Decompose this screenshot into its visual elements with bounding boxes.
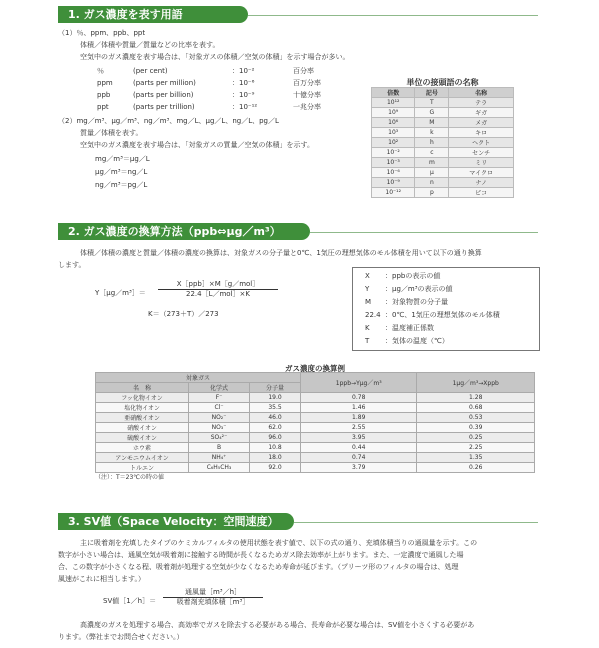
conversion-table-note: （注）：T＝23℃の時の値	[95, 474, 165, 481]
ratio-japanese: 十億分率	[293, 91, 321, 99]
table-row	[372, 188, 514, 198]
ratio-japanese: 百分率	[293, 67, 314, 75]
table-cell: 硝酸イオン	[96, 423, 189, 433]
table-cell: c	[415, 148, 449, 158]
table-cell: n	[415, 178, 449, 188]
sv-note-line: 高濃度のガスを処理する場合、高効率でガスを除去する必要がある場合、長寿命が必要な場合は、SV値を小さくする必要があ	[80, 621, 475, 629]
item2-heading: （2）mg／m³、μg／m³、ng／m³、mg／L、μg／L、ng／L、pg／L	[58, 117, 279, 125]
table-cell: 1.35	[417, 453, 535, 463]
table-cell: 0.53	[417, 413, 535, 423]
table-cell: 18.0	[250, 453, 301, 463]
table-cell: 10⁻³	[372, 158, 415, 168]
sv-note-line: ります。（弊社までお問合せください。）	[58, 633, 184, 641]
table-cell: p	[415, 188, 449, 198]
table-cell: m	[415, 158, 449, 168]
formula-y-fraction	[158, 280, 278, 299]
item2-line2: 空気中のガス濃度を表す場合は、「対象ガスの質量／空気の体積」を示す。	[80, 141, 314, 149]
def-value: ：対象物質の分子量	[385, 298, 448, 306]
unit-equation: μg／m³＝ng／L	[95, 168, 148, 176]
item1-line2: 空気中のガス濃度を表す場合は、「対象ガスの体積／空気の体積」を示す場合が多い。	[80, 53, 350, 61]
table-cell: 10¹²	[372, 98, 415, 108]
table-row	[96, 393, 535, 403]
table-cell: キロ	[449, 128, 514, 138]
table-cell: 46.0	[250, 413, 301, 423]
table-row	[372, 98, 514, 108]
table-cell: 1.46	[301, 403, 417, 413]
ratio-english: (parts per trillion)	[133, 103, 195, 111]
table-cell: ミリ	[449, 158, 514, 168]
section-3-heading: 3. SV値（Space Velocity：空間速度）	[58, 513, 294, 530]
table-cell: 10⁻⁶	[372, 168, 415, 178]
table-cell: G	[415, 108, 449, 118]
sv-numerator: 通風量［m³／h］	[163, 588, 263, 598]
table-cell: 10²	[372, 138, 415, 148]
table-cell: ピコ	[449, 188, 514, 198]
ratio-power: ：10⁻⁶	[232, 79, 255, 87]
def-value: ：ppbの表示の値	[385, 272, 441, 280]
table-cell: 2.25	[417, 443, 535, 453]
table-cell: 92.0	[250, 463, 301, 473]
table-cell: F⁻	[189, 393, 250, 403]
section-2-heading: 2. ガス濃度の換算方法（ppb⇔μg／m³）	[58, 223, 310, 240]
table-cell: テラ	[449, 98, 514, 108]
table-cell: フッ化物イオン	[96, 393, 189, 403]
table-cell: 10⁻¹²	[372, 188, 415, 198]
table-cell: 2.55	[301, 423, 417, 433]
ratio-english: (parts per billion)	[133, 91, 194, 99]
table-cell: 0.68	[417, 403, 535, 413]
table-cell: センチ	[449, 148, 514, 158]
table-cell: h	[415, 138, 449, 148]
prefix-table	[371, 87, 514, 198]
table-cell: アンモニウムイオン	[96, 453, 189, 463]
unit-equation: mg／m³＝μg／L	[95, 155, 150, 163]
table-header: 倍数	[372, 88, 415, 98]
table-cell: M	[415, 118, 449, 128]
def-value: ：温度補正係数	[385, 324, 434, 332]
table-row	[372, 108, 514, 118]
table-cell: Cl⁻	[189, 403, 250, 413]
conversion-intro-cont: します。	[58, 261, 86, 269]
table-cell: ヘクト	[449, 138, 514, 148]
ratio-japanese: 一兆分率	[293, 103, 321, 111]
table-cell: C₆H₅CH₃	[189, 463, 250, 473]
table-row	[96, 443, 535, 453]
section-1-rule	[248, 15, 538, 16]
ratio-symbol: ppt	[97, 103, 109, 111]
section-2-rule	[310, 232, 538, 233]
item1-heading: （1）％、ppm、ppb、ppt	[58, 29, 146, 37]
def-key: X	[365, 272, 370, 280]
table-header: 名 称	[96, 383, 189, 393]
table-cell: NO₂⁻	[189, 413, 250, 423]
table-cell: メガ	[449, 118, 514, 128]
table-row	[96, 423, 535, 433]
table-cell: 19.0	[250, 393, 301, 403]
table-cell: 35.5	[250, 403, 301, 413]
def-key: 22.4	[365, 311, 381, 319]
table-header: 化学式	[189, 383, 250, 393]
def-value: ：μg／m³の表示の値	[385, 285, 453, 293]
table-header: 1ppb→Yμg／m³	[301, 373, 417, 393]
conversion-table-title: ガス濃度の換算例	[285, 364, 345, 373]
table-cell: 10⁻⁹	[372, 178, 415, 188]
sv-paragraph-line: 合、この数字が小さくなる程、吸着剤が処理する空気が少なくなるため寿命が延びます。（プリーツ形のフィルタの場合は、処理	[58, 563, 459, 571]
table-header: 名称	[449, 88, 514, 98]
table-cell: マイクロ	[449, 168, 514, 178]
table-cell: ナノ	[449, 178, 514, 188]
table-cell: μ	[415, 168, 449, 178]
table-header: 記号	[415, 88, 449, 98]
table-cell: 96.0	[250, 433, 301, 443]
formula-numerator: X［ppb］×M［g／mol］	[158, 280, 278, 290]
table-cell: B	[189, 443, 250, 453]
table-cell: 1.28	[417, 393, 535, 403]
item1-line1: 体積／体積や質量／質量などの比率を表す。	[80, 41, 220, 49]
table-cell: 塩化物イオン	[96, 403, 189, 413]
table-cell: 10⁻²	[372, 148, 415, 158]
table-cell: 0.26	[417, 463, 535, 473]
table-cell: 10³	[372, 128, 415, 138]
table-row	[372, 128, 514, 138]
table-row	[372, 168, 514, 178]
table-row	[372, 158, 514, 168]
conversion-table	[95, 372, 535, 473]
conversion-intro: 体積／体積の濃度と質量／体積の濃度の換算は、対象ガスの分子量と0℃、1気圧の理想気体のモル体積を用いて以下の通り換算	[80, 249, 482, 257]
table-cell: 0.74	[301, 453, 417, 463]
table-cell: 0.78	[301, 393, 417, 403]
table-cell: NH₄⁺	[189, 453, 250, 463]
section-3-rule	[294, 522, 538, 523]
table-group-header: 対象ガス	[96, 373, 301, 383]
table-row	[372, 138, 514, 148]
table-cell: NO₃⁻	[189, 423, 250, 433]
table-cell: T	[415, 98, 449, 108]
ratio-power: ：10⁻²	[232, 67, 255, 75]
table-cell: 10⁹	[372, 108, 415, 118]
table-header: 1μg／m³→Xppb	[417, 373, 535, 393]
table-row	[96, 433, 535, 443]
table-cell: 3.79	[301, 463, 417, 473]
table-cell: 0.25	[417, 433, 535, 443]
section-1-heading: 1. ガス濃度を表す用語	[58, 6, 248, 23]
table-cell: 亜硝酸イオン	[96, 413, 189, 423]
sv-paragraph-line: 主に吸着剤を充填したタイプのケミカルフィルタの使用状態を表す値で、以下の式の通り、充填体積当りの通風量を示す。この	[80, 539, 478, 547]
table-cell: ギガ	[449, 108, 514, 118]
formula-denominator: 22.4［L／mol］×K	[186, 290, 250, 298]
sv-formula-fraction	[163, 588, 263, 607]
table-row	[372, 178, 514, 188]
formula-y-lhs: Y［μg／m³］＝	[95, 289, 146, 297]
sv-paragraph-line: 数字が小さい場合は、通風空気が吸着剤に接触する時間が長くなるためガス除去効率が上がります。また、一定濃度で通風した場	[58, 551, 464, 559]
table-cell: ホウ素	[96, 443, 189, 453]
table-cell: 10⁶	[372, 118, 415, 128]
def-value: ：0℃、1気圧の理想気体のモル体積	[385, 311, 500, 319]
ratio-power: ：10⁻⁹	[232, 91, 255, 99]
sv-paragraph-line: 風速がこれに相当します。）	[58, 575, 145, 583]
ratio-symbol: ppb	[97, 91, 111, 99]
ratio-symbol: ％	[97, 67, 104, 75]
table-row	[372, 148, 514, 158]
table-cell: 1.89	[301, 413, 417, 423]
table-cell: SO₄²⁻	[189, 433, 250, 443]
def-key: K	[365, 324, 370, 332]
item2-line1: 質量／体積を表す。	[80, 129, 143, 137]
table-row	[96, 453, 535, 463]
table-cell: 3.95	[301, 433, 417, 443]
ratio-japanese: 百万分率	[293, 79, 321, 87]
table-row	[96, 403, 535, 413]
table-cell: 0.39	[417, 423, 535, 433]
sv-formula-lhs: SV値［1／h］＝	[103, 597, 157, 605]
table-cell: 62.0	[250, 423, 301, 433]
formula-k: K＝（273＋T）／273	[148, 310, 219, 318]
table-row	[372, 118, 514, 128]
ratio-symbol: ppm	[97, 79, 113, 87]
table-cell: トルエン	[96, 463, 189, 473]
def-value: ：気体の温度（℃）	[385, 337, 449, 345]
table-row	[96, 413, 535, 423]
table-cell: k	[415, 128, 449, 138]
ratio-english: (parts per million)	[133, 79, 196, 87]
table-cell: 0.44	[301, 443, 417, 453]
def-key: M	[365, 298, 372, 306]
unit-equation: ng／m³＝pg／L	[95, 181, 148, 189]
table-cell: 硫酸イオン	[96, 433, 189, 443]
table-header: 分子量	[250, 383, 301, 393]
ratio-english: (per cent)	[133, 67, 168, 75]
sv-denominator: 吸着剤充填体積［m³］	[176, 598, 250, 606]
prefix-table-title: 単位の接頭語の名称	[406, 78, 479, 87]
def-key: Y	[365, 285, 370, 293]
def-key: T	[365, 337, 370, 345]
table-row	[96, 463, 535, 473]
table-cell: 10.8	[250, 443, 301, 453]
ratio-power: ：10⁻¹²	[232, 103, 258, 111]
